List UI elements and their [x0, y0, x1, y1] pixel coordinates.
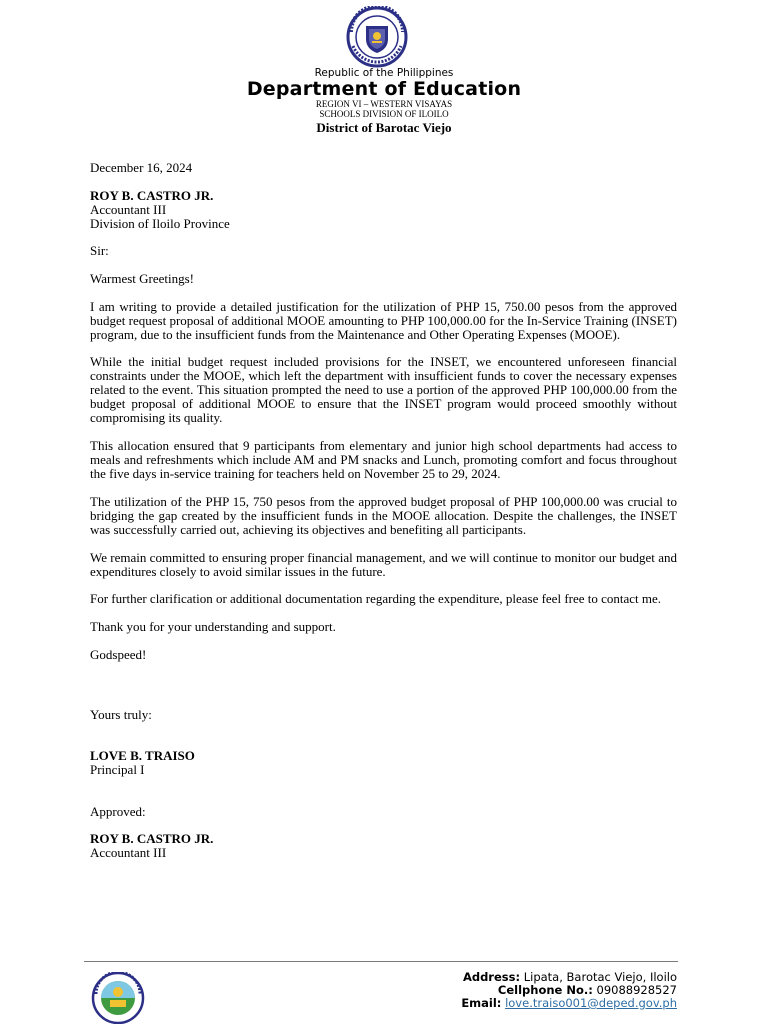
phone-value: 09088928527	[596, 983, 677, 997]
closing-wish: Godspeed!	[90, 646, 147, 662]
footer-email-line	[461, 997, 677, 1010]
letter-date: December 16, 2024	[90, 160, 193, 175]
header-district: District of Barotac Viejo	[316, 120, 452, 135]
signatory-name: LOVE B. TRAISO	[90, 747, 195, 763]
email-label: Email:	[461, 996, 502, 1010]
approver-name: ROY B. CASTRO JR.	[90, 831, 214, 847]
header-division: SCHOOLS DIVISION OF ILOILO	[319, 109, 449, 119]
signatory-title: Principal I	[90, 761, 145, 777]
paragraph-justification: I am writing to provide a detailed justification for the utilization of PHP 15, 750.00 pesos from the approved budget request proposal of additional MOOE amounting to PHP 100,000.00 for the In-Service Training (INSET) program, due to the insufficient funds from the Maintenance and Other Operating Expenses (MOOE).	[90, 298, 677, 342]
deped-seal-footer-icon	[88, 972, 148, 1024]
approved-label: Approved:	[90, 803, 146, 819]
recipient-office: Division of Iloilo Province	[90, 215, 230, 231]
greeting: Warmest Greetings!	[90, 271, 194, 287]
salutation: Sir:	[90, 243, 109, 259]
paragraph-clarification: For further clarification or additional documentation regarding the expenditure, please feel free to contact me.	[90, 591, 662, 607]
approver-title: Accountant III	[90, 845, 167, 861]
valediction: Yours truly:	[90, 706, 152, 722]
recipient-title: Accountant III	[90, 201, 167, 217]
phone-label: Cellphone No.:	[497, 983, 593, 997]
header-region: REGION VI – WESTERN VISAYAS	[315, 99, 453, 109]
address-value: Lipata, Barotac Viejo, Iloilo	[523, 970, 677, 984]
paragraph-constraints: While the initial budget request included provisions for the INSET, we encountered unforeseen financial constraints under the MOOE, which left the department with insufficient funds to cover the necessary expenses related to the event. This situation prompted the need to use a portion of the approved PHP 100,000.00 from the budget proposal of additional MOOE to ensure that the INSET program would proceed smoothly without compromising its quality.	[90, 354, 677, 426]
footer-divider	[84, 961, 678, 962]
deped-seal-icon	[339, 6, 415, 68]
recipient-name: ROY B. CASTRO JR.	[90, 187, 214, 203]
paragraph-utilization: The utilization of the PHP 15, 750 pesos from the approved budget proposal of PHP 100,000.00 was crucial to bridging the gap created by the insufficient funds in the MOOE allocation. Despite the challenges, the INSET was successfully carried out, achieving its objectives and benefiting all participants.	[90, 493, 677, 537]
footer-contact	[461, 971, 677, 1010]
paragraph-allocation: This allocation ensured that 9 participants from elementary and junior high school departments had access to meals and refreshments which include AM and PM snacks and Lunch, promoting comfort and focus throughout the five days in-service training for teachers held on November 25 to 29, 2024.	[90, 438, 677, 482]
header-department: Department of Education	[246, 78, 522, 100]
letter-body	[90, 161, 677, 860]
header-republic: Republic of the Philippines	[314, 67, 454, 79]
email-link[interactable]: love.traiso001@deped.gov.ph	[505, 996, 677, 1010]
paragraph-commitment: We remain committed to ensuring proper financial management, and we will continue to monitor our budget and expenditures closely to avoid similar issues in the future.	[90, 549, 677, 579]
address-label: Address:	[462, 970, 521, 984]
paragraph-thanks: Thank you for your understanding and support.	[90, 618, 336, 634]
